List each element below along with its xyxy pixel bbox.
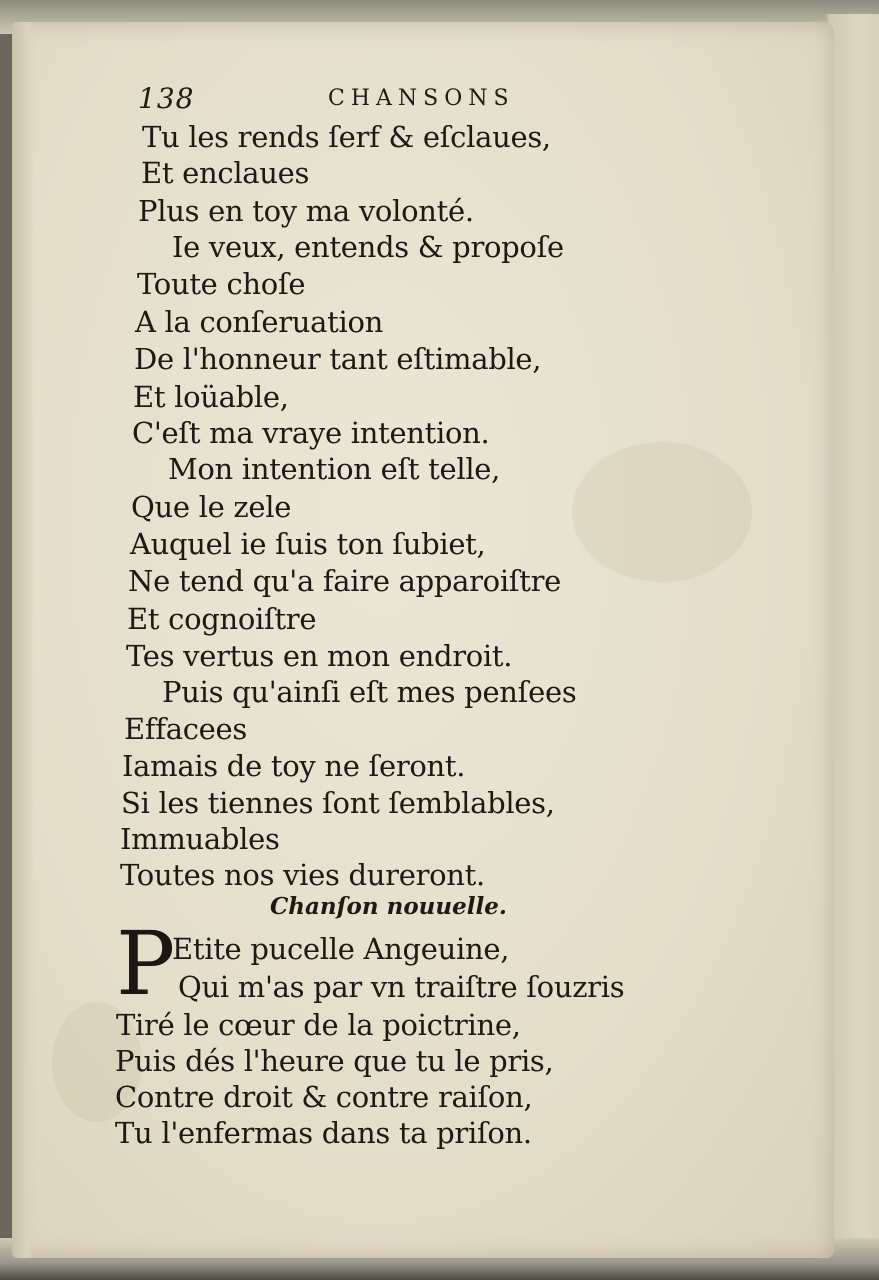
song-title: Chanſon nouuelle. xyxy=(270,893,507,920)
poem-line: C'eſt ma vraye intention. xyxy=(132,416,490,450)
poem-line: A la conſeruation xyxy=(135,305,384,339)
song-line: Tiré le cœur de la poictrine, xyxy=(116,1008,521,1042)
poem-line: Si les tiennes ſont ſemblables, xyxy=(121,786,555,820)
page-header xyxy=(138,82,558,116)
poem-line: Ne tend qu'a faire apparoiſtre xyxy=(128,564,562,598)
song-line: Tu l'enfermas dans ta priſon. xyxy=(115,1116,532,1150)
song-line: Etite pucelle Angeuine, xyxy=(172,932,510,966)
poem-line: Et loüable, xyxy=(133,380,289,414)
poem-line: Tes vertus en mon endroit. xyxy=(126,639,513,673)
poem-line: Tu les rends ſerf & eſclaues, xyxy=(142,120,551,154)
page-gutter-shadow xyxy=(12,22,34,1258)
poem-line: Effacees xyxy=(124,712,247,746)
poem-line: Que le zele xyxy=(131,490,292,524)
poem-line: Plus en toy ma volonté. xyxy=(138,194,474,228)
page-number: 138 xyxy=(138,82,195,115)
poem-line: Auquel ie ſuis ton ſubiet, xyxy=(130,527,486,561)
song-line: Puis dés l'heure que tu le pris, xyxy=(115,1044,554,1078)
poem-line: Ie veux, entends & propoſe xyxy=(172,230,564,264)
song-line: Contre droit & contre raiſon, xyxy=(115,1080,533,1114)
show-through-text xyxy=(532,132,832,1081)
poem-line: Et cognoiſtre xyxy=(127,602,317,636)
poem-line: Mon intention eſt telle, xyxy=(168,452,501,486)
song-line: Qui m'as par vn traiſtre ſouzris xyxy=(178,970,625,1004)
poem-line: Puis qu'ainſi eſt mes penſees xyxy=(162,675,577,709)
poem-line: De l'honneur tant eſtimable, xyxy=(134,342,542,376)
running-head: CHANSONS xyxy=(328,86,515,111)
poem-line: Toutes nos vies dureront. xyxy=(120,858,485,892)
poem-line: Iamais de toy ne ſeront. xyxy=(122,749,466,783)
poem-line: Et enclaues xyxy=(141,156,310,190)
poem-line: Immuables xyxy=(120,822,280,856)
poem-line: Toute choſe xyxy=(137,267,306,301)
drop-cap: P xyxy=(116,912,176,1015)
